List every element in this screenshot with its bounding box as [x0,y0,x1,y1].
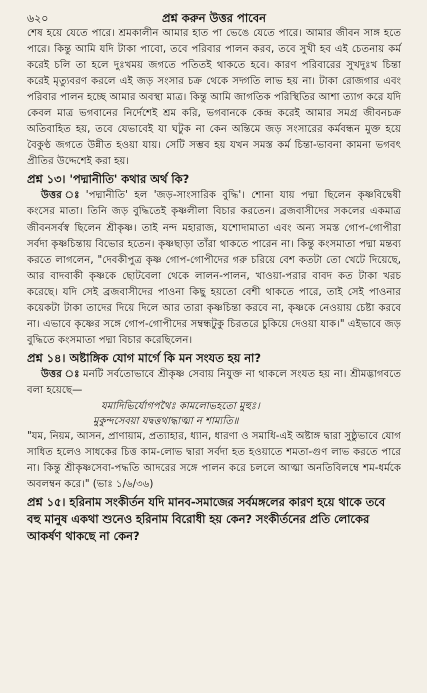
verse-line-1: যমাদিভির্যোগপথৈঃ কামলোভহতো মুহুঃ। [101,400,260,412]
answer-14-label: উত্তর ঃ [41,368,81,380]
verse-line-2: মুকুন্দসেবয়া যদ্বত্তথাদ্ধাত্মা ন শাম্যতি॥ [93,415,239,427]
page-header [27,4,401,26]
question-15 [27,494,401,545]
running-title: প্রশ্ন করুন উত্তর পাবেন [161,11,267,25]
page-content [27,26,401,545]
verse-translation: "যম, নিয়ম, আসন, প্রাণায়াম, প্রত্যাহার, ধ্যান, ধারণা ও সমাধি-এই অষ্টাঙ্গ দ্বারা সুষ্ঠুভাবে যোগ সাধিত হলেও সাধকের চিত্ত কাম-লোভ দ্বারা সর্বদা হত হওয়াতে শমতা-গুণ লাভ করতে পারে না। কিন্তু শ্রীকৃষ্ণসেবা-পদ্ধতি আদরের সঙ্গে পালন করে চললে আত্মা অনতিবিলম্বে শম-ধর্মকে অবলম্বন করে।" (ভাঃ ১/৬/৩৬) [27,430,401,491]
intro-paragraph: শেষ হয়ে যেতে পারে। শ্রমকালীন আমার হাত পা ভেঙে যেতে পারে। আমার জীবন সাঙ্গ হতে পারে। কিন্তু আমি যদি টাকা পাবো, তবে পরিবার পালন করব, তবে সুখী হব এই চেতনায় কর্ম করেই চলি তা হলে দুঃখময় জগতে পতিতই থাকতে হবে। কারণ পরিবারের সুখদুঃখ চিন্তা করেই মৃত্যুবরণ করলে এই জড় সংসার চক্র থেকে সদ্গতি লাভ হয় না। টাকা রোজগার এবং পরিবার পালন হচ্ছে আমার অবস্থা মাত্র। কিন্তু আমি জাগতিক পরিস্থিতির আশা ত্যাগ করে যদি কেবল মাত্র ভগবানের নির্দেশেই শ্রম করি, ভগবানকে কেন্দ্র করেই আমার সমগ্র জীবনচক্র অতিবাহিত হয়, তবে যেভাবেই যা ঘটুক না কেন অন্তিমে জড় সংসারের কর্মবন্ধন মুক্ত হয়ে বৈকুণ্ঠ জগতে উন্নীত হওয়া যায়। সেটি সম্ভব হয় যখন সমস্ত কর্ম চিন্তা-ভাবনা কামনা ভগবৎ প্রীতির উদ্দেশেই করা হয়। [27,28,401,168]
question-15-text: হরিনাম সংকীর্তন যদি মানব-সমাজের সর্বমঙ্গলের কারণ হয়ে থাকে তবে বহু মানুষ একথা শুনেও হরিনাম বিরোধী হয় কেন? সংকীর্তনের প্রতি লোকের আকর্ষণ থাকছে না কেন? [27,495,386,544]
page-number: ৬২০ [27,12,49,25]
question-13-text: 'পদ্মানীতি' কথার অর্থ কি? [69,172,190,187]
question-13 [27,171,401,188]
question-14-number: প্রশ্ন ১৪। [27,350,66,365]
answer-13 [27,188,401,348]
answer-13-text: 'পদ্মানীতি' হল 'জড়-সাংসারিক বুদ্ধি'। শোনা যায় পদ্মা ছিলেন কৃষ্ণবিদ্বেষী কংসের মাতা। তিনি জড় বুদ্ধিতেই কৃষ্ণলীলা বিচার করতেন। ব্রজবাসীদের সকলের একমাত্র জীবনসর্বস্ব ছিলেন শ্রীকৃষ্ণ। তাই নন্দ মহারাজ, যশোদামাতা এবং অন্য সমস্ত গোপ-গোপীরা সর্বদা কৃষ্ণচিন্তায় বিভোর হতেন। কৃষ্ণছাড়া তাঁরা থাকতে পারেন না। কিন্তু কংসমাতা পদ্মা মন্তব্য করতে লাগলেন, "দেবকীপুত্র কৃষ্ণ গোপ-গোপীদের গরু চরিয়ে বেশ কতটা তো খেটে দিয়েছে, আর বাদবাকী কৃষ্ণকে ছোটবেলা থেকে লালন-পালন, খাওয়া-পরার বাবদ কত টাকা খরচ করেছে। যদি সেই ব্রজবাসীদের পাওনা কিছু হয়তো বেশী থাকতে পারে, তাই সেই পাওনার কয়েকটা টাকা তাদের দিয়ে দিলে আর তারা কৃষ্ণচিন্তা করবে না, কৃষ্ণকে নেওয়ায় চেষ্টা করবে না। এভাবে কৃষ্ণের সঙ্গে গোপ-গোপীদের সম্বন্ধটুকু চিরতরে চুকিয়ে দেওয়া যাক।" এইভাবে জড় বুদ্ধিতে কংসমাতা পদ্মা বিচার করেছিলেন। [27,190,401,346]
answer-14 [27,367,401,399]
question-13-number: প্রশ্ন ১৩। [27,172,66,187]
answer-13-label: উত্তর ঃ [41,190,83,202]
answer-14-text: মনটি সর্বতোভাবে শ্রীকৃষ্ণ সেবায় নিযুক্ত না থাকলে সংযত হয় না। শ্রীমদ্ভাগবতে বলা হয়েছে— [27,368,401,396]
question-14 [27,350,401,367]
question-15-number: প্রশ্ন ১৫। [27,495,66,510]
question-14-text: অষ্টাঙ্গিক যোগ মার্গে কি মন সংযত হয় না? [69,350,261,365]
